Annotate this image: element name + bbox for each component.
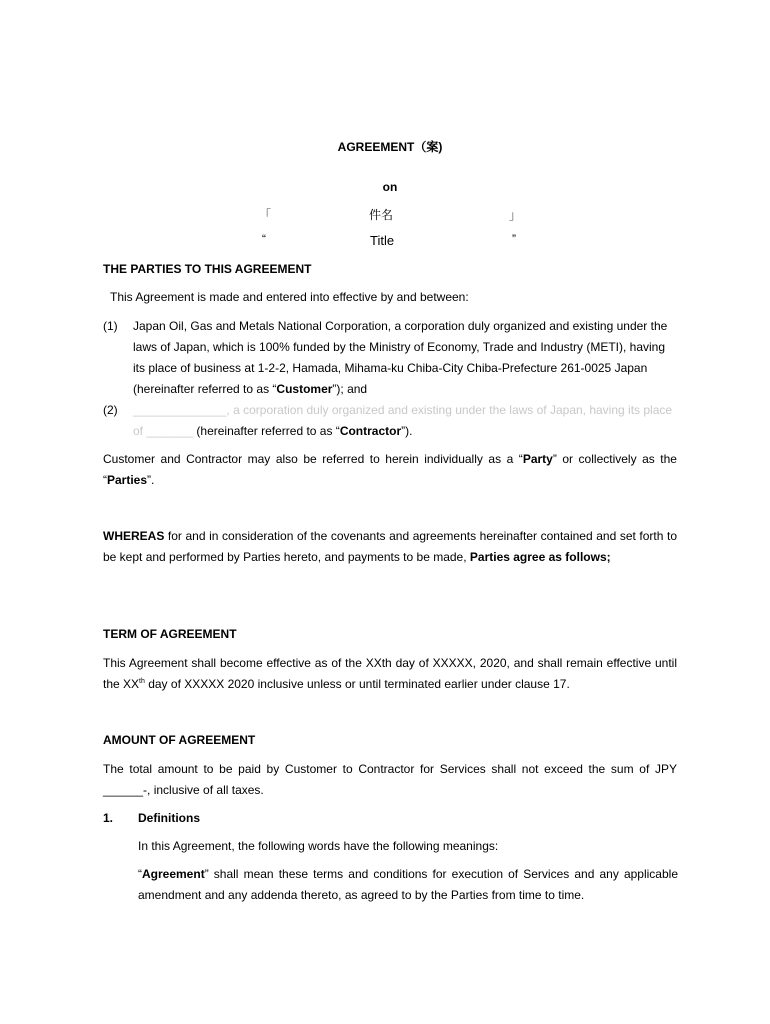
jp-title: 件名	[369, 208, 394, 222]
document-title	[0, 137, 770, 158]
reference-text-1: Customer and Contractor may also be referred to herein individually as a “	[103, 452, 523, 466]
term-heading-text: TERM OF AGREEMENT	[103, 627, 237, 641]
section-1-title	[138, 808, 200, 829]
party-2-text	[133, 400, 677, 442]
title-text: AGREEMENT（案)	[337, 140, 443, 154]
party-1-text	[133, 316, 677, 400]
whereas-keyword: WHEREAS	[103, 529, 165, 543]
definition-quote-open: “	[138, 867, 142, 881]
whereas-agreement: Parties agree as follows;	[469, 550, 611, 564]
definition-text: ” shall mean these terms and conditions for execution of Services and any applicable amendment and any addenda thereto, as agreed to by the Parties from time to time.	[138, 867, 678, 902]
amount-heading-text: AMOUNT OF AGREEMENT	[103, 733, 256, 747]
contractor-term: Contractor	[339, 424, 402, 438]
term-text-2: day of XXXXX 2020 inclusive unless or until terminated earlier under clause 17.	[144, 677, 570, 691]
party-2-number: (2)	[103, 403, 118, 417]
party-2-text-end: ”).	[401, 424, 413, 438]
whereas-text: for and in consideration of the covenants and agreements hereinafter contained and set forth to be kept and performed by Parties hereto, and payments to be made,	[103, 529, 677, 564]
term-text-1: This Agreement shall become effective as of the XXth day of XXXXX, 2020, and shall remain effective until the XX	[103, 656, 677, 691]
section-1-intro: In this Agreement, the following words have the following meanings:	[138, 839, 499, 853]
section-1-number	[103, 808, 113, 829]
term-text	[103, 653, 677, 695]
definition-term: Agreement	[142, 867, 205, 881]
parties-intro: This Agreement is made and entered into effective by and between:	[110, 290, 469, 304]
jp-quote-close: 」	[509, 208, 522, 222]
reference-text-2: ” or collectively as the “	[103, 452, 677, 487]
parties-reference	[103, 449, 677, 491]
definition-agreement	[138, 864, 678, 906]
whereas-clause	[103, 526, 677, 568]
title-on	[0, 177, 770, 198]
amount-text: The total amount to be paid by Customer to Contractor for Services shall not exceed the sum of JPY ______-, inclusive of all taxes.	[103, 762, 677, 797]
party-1-text-end: ”); and	[332, 382, 368, 396]
party-1-number: (1)	[103, 319, 118, 333]
party-term: Party	[522, 452, 553, 466]
party-2-text-main: (hereinafter referred to as “	[196, 424, 340, 438]
en-quote-close: ”	[512, 232, 516, 246]
jp-quote-open: 「	[259, 208, 272, 222]
amount-heading	[103, 730, 255, 751]
party-2-placeholder: ______________, a corporation duly organized and existing under the laws of Japan, having its place of _______	[133, 403, 673, 438]
parties-heading	[103, 259, 311, 280]
en-quote-open: “	[262, 232, 266, 246]
en-title: Title	[370, 233, 395, 248]
section-1-num-text: 1.	[103, 811, 114, 825]
reference-text-3: ”.	[147, 473, 155, 487]
parties-term: Parties	[107, 473, 148, 487]
on-text: on	[382, 180, 398, 194]
term-heading	[103, 624, 237, 645]
term-superscript: th	[139, 678, 145, 685]
party-1-text-main: Japan Oil, Gas and Metals National Corporation, a corporation duly organized and existing under the laws of Japan, which is 100% funded by the Ministry of Economy, Trade and Industry (METI), having its place of business at 1-2-2, Hamada, Mihama-ku Chiba-City Chiba-Prefecture 261-0025 Japan (hereinafter referred to as “	[133, 319, 668, 396]
parties-heading-text: THE PARTIES TO THIS AGREEMENT	[103, 262, 312, 276]
customer-term: Customer	[276, 382, 333, 396]
section-1-title-text: Definitions	[138, 811, 200, 825]
